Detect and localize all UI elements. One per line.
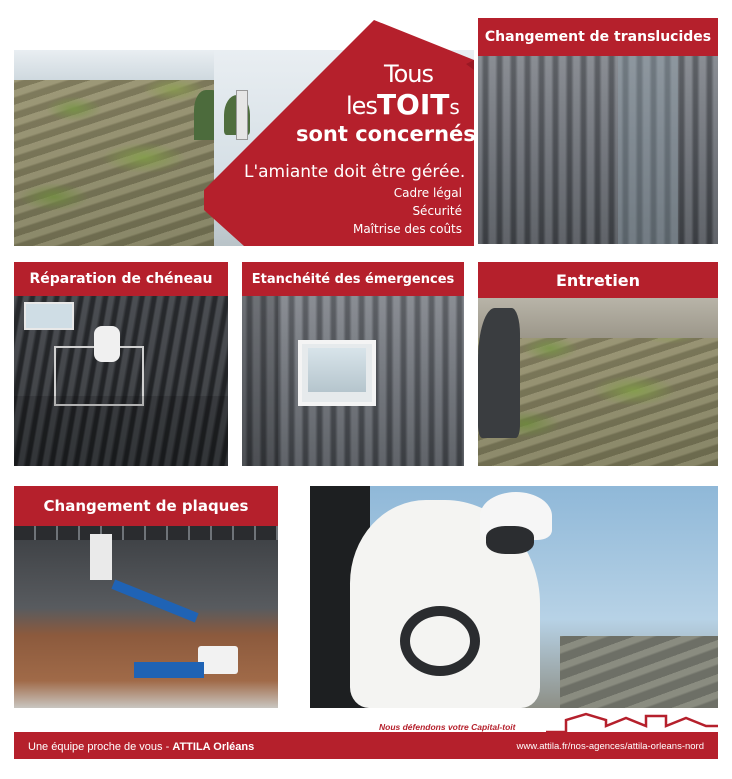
hero-bullet-securite: Sécurité: [412, 204, 462, 218]
footer-url-link[interactable]: www.attila.fr/nos-agences/attila-orleans-nord: [516, 741, 704, 752]
hero-headline-les: les: [346, 92, 377, 120]
tile-cheneau-photo: [14, 296, 228, 466]
worker-photo: [310, 486, 718, 708]
footer-agency: ATTILA Orléans: [172, 740, 255, 753]
tile-cheneau-header: Réparation de chéneau: [14, 262, 228, 296]
hero-bullet-cadre: Cadre légal: [393, 186, 462, 200]
hero-headline-les-toits: [346, 88, 460, 121]
tile-emergences-header: Etanchéité des émergences: [242, 262, 464, 296]
tile-plaques-header: Changement de plaques: [14, 486, 278, 526]
tile-emergences-photo: [242, 296, 464, 466]
footer-band: [14, 734, 718, 759]
hero-headline-tous: Tous: [384, 60, 433, 88]
hero-headline-s: s: [449, 95, 460, 119]
footer-team: [28, 741, 254, 753]
hero-headline-toit: TOIT: [376, 88, 450, 121]
hero-subhead: L'amiante doit être gérée.: [244, 162, 466, 182]
tile-entretien-photo: [478, 298, 718, 466]
hero-bullet-maitrise: Maîtrise des coûts: [352, 222, 462, 236]
hero-roof-photo: [14, 50, 214, 246]
footer-team-text: Une équipe proche de vous -: [28, 740, 173, 753]
tile-translucides-photo: [478, 56, 718, 244]
footer-roofline-icon: [546, 712, 718, 734]
hero-headline-concernes: sont concernés: [296, 122, 476, 146]
tile-entretien-header: Entretien: [478, 262, 718, 298]
tile-translucides-header: Changement de translucides: [478, 18, 718, 56]
footer-slogan: Nous défendons votre Capital-toit: [376, 722, 518, 732]
tile-plaques-photo: [14, 526, 278, 708]
